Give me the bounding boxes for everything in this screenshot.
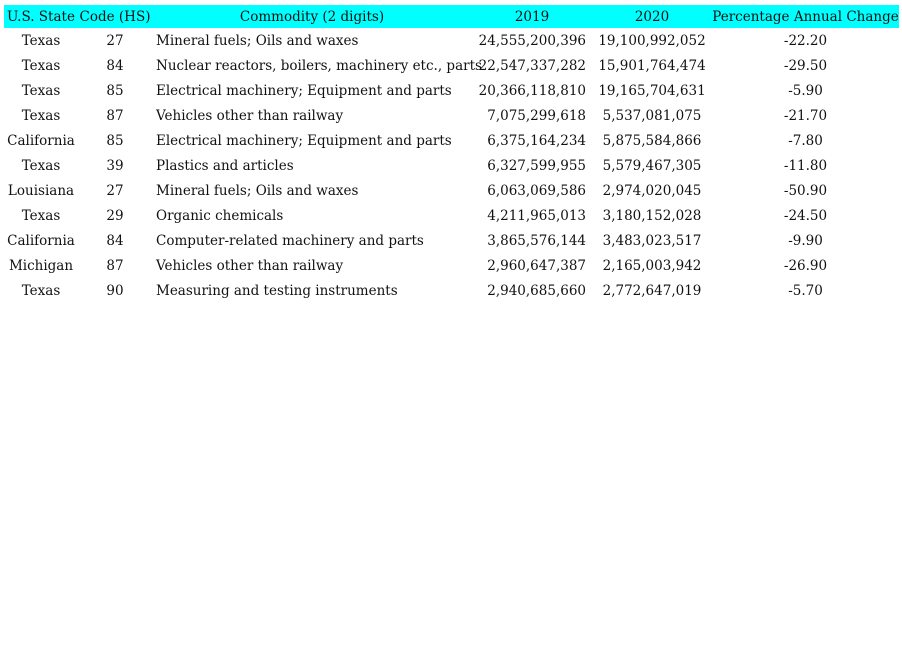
cell-2019: 22,547,337,282	[478, 57, 586, 74]
cell-2020: 19,100,992,052	[598, 32, 706, 49]
cell-state: Louisiana	[7, 182, 75, 199]
cell-state: Texas	[21, 57, 61, 74]
cell-2019: 2,960,647,387	[487, 257, 586, 274]
cell-commodity: Organic chemicals	[156, 207, 284, 224]
cell-percentage-change: -9.90	[788, 232, 823, 249]
cell-2020: 5,537,081,075	[602, 107, 702, 124]
cell-percentage-change: -5.90	[788, 82, 823, 99]
header-2020: 2020	[634, 8, 670, 25]
cell-state: California	[7, 232, 75, 249]
cell-state: Michigan	[8, 257, 74, 274]
cell-2019: 24,555,200,396	[478, 32, 586, 49]
cell-code: 85	[106, 82, 124, 99]
cell-state: Texas	[21, 282, 61, 299]
cell-2019: 6,327,599,955	[487, 157, 586, 174]
header-code: Code (HS)	[79, 8, 151, 25]
cell-2020: 5,579,467,305	[602, 157, 702, 174]
cell-code: 29	[106, 207, 124, 224]
header-commodity: Commodity (2 digits)	[239, 8, 385, 25]
cell-percentage-change: -29.50	[783, 57, 828, 74]
table-row	[4, 153, 899, 178]
table-body	[4, 28, 899, 303]
cell-percentage-change: -50.90	[783, 182, 828, 199]
cell-commodity: Plastics and articles	[156, 157, 294, 174]
cell-code: 87	[106, 257, 124, 274]
cell-2020: 3,180,152,028	[602, 207, 702, 224]
table-row	[4, 28, 899, 53]
header-state: U.S. State	[7, 8, 75, 25]
cell-2020: 3,483,023,517	[602, 232, 702, 249]
cell-code: 84	[106, 232, 124, 249]
header-percentage-change: Percentage Annual Change	[712, 8, 899, 25]
cell-code: 90	[106, 282, 124, 299]
table-row	[4, 128, 899, 153]
cell-2019: 6,375,164,234	[487, 132, 586, 149]
table-row	[4, 103, 899, 128]
exports-table-container	[4, 5, 899, 303]
cell-2019: 3,865,576,144	[487, 232, 586, 249]
cell-2020: 2,974,020,045	[602, 182, 702, 199]
cell-code: 27	[106, 32, 124, 49]
cell-2019: 6,063,069,586	[487, 182, 586, 199]
cell-2020: 2,165,003,942	[602, 257, 702, 274]
cell-percentage-change: -26.90	[783, 257, 828, 274]
cell-state: Texas	[21, 32, 61, 49]
cell-commodity: Measuring and testing instruments	[156, 282, 398, 299]
cell-commodity: Vehicles other than railway	[156, 257, 344, 274]
cell-commodity: Mineral fuels; Oils and waxes	[156, 182, 359, 199]
header-2019: 2019	[514, 8, 550, 25]
cell-state: Texas	[21, 157, 61, 174]
cell-2019: 4,211,965,013	[487, 207, 586, 224]
table-row	[4, 178, 899, 203]
table-row	[4, 203, 899, 228]
cell-2019: 20,366,118,810	[478, 82, 586, 99]
exports-table	[4, 5, 899, 303]
cell-code: 39	[106, 157, 124, 174]
cell-commodity: Vehicles other than railway	[156, 107, 344, 124]
table-row	[4, 78, 899, 103]
cell-percentage-change: -24.50	[783, 207, 828, 224]
table-row	[4, 253, 899, 278]
cell-commodity: Electrical machinery; Equipment and parts	[156, 132, 452, 149]
cell-2019: 2,940,685,660	[487, 282, 586, 299]
cell-state: Texas	[21, 82, 61, 99]
table-header-row	[4, 5, 899, 28]
cell-commodity: Electrical machinery; Equipment and parts	[156, 82, 452, 99]
cell-2019: 7,075,299,618	[487, 107, 586, 124]
cell-percentage-change: -22.20	[783, 32, 828, 49]
cell-code: 84	[106, 57, 124, 74]
cell-state: California	[7, 132, 75, 149]
cell-2020: 2,772,647,019	[602, 282, 702, 299]
cell-state: Texas	[21, 107, 61, 124]
table-row	[4, 278, 899, 303]
cell-percentage-change: -11.80	[783, 157, 828, 174]
cell-commodity: Mineral fuels; Oils and waxes	[156, 32, 359, 49]
table-row	[4, 53, 899, 78]
cell-commodity: Nuclear reactors, boilers, machinery etc., parts	[156, 57, 482, 74]
cell-2020: 5,875,584,866	[602, 132, 702, 149]
cell-state: Texas	[21, 207, 61, 224]
cell-2020: 19,165,704,631	[598, 82, 706, 99]
cell-code: 85	[106, 132, 124, 149]
cell-2020: 15,901,764,474	[598, 57, 706, 74]
cell-percentage-change: -5.70	[788, 282, 823, 299]
cell-code: 87	[106, 107, 124, 124]
cell-percentage-change: -7.80	[788, 132, 823, 149]
cell-percentage-change: -21.70	[783, 107, 828, 124]
cell-code: 27	[106, 182, 124, 199]
cell-commodity: Computer-related machinery and parts	[156, 232, 424, 249]
table-row	[4, 228, 899, 253]
